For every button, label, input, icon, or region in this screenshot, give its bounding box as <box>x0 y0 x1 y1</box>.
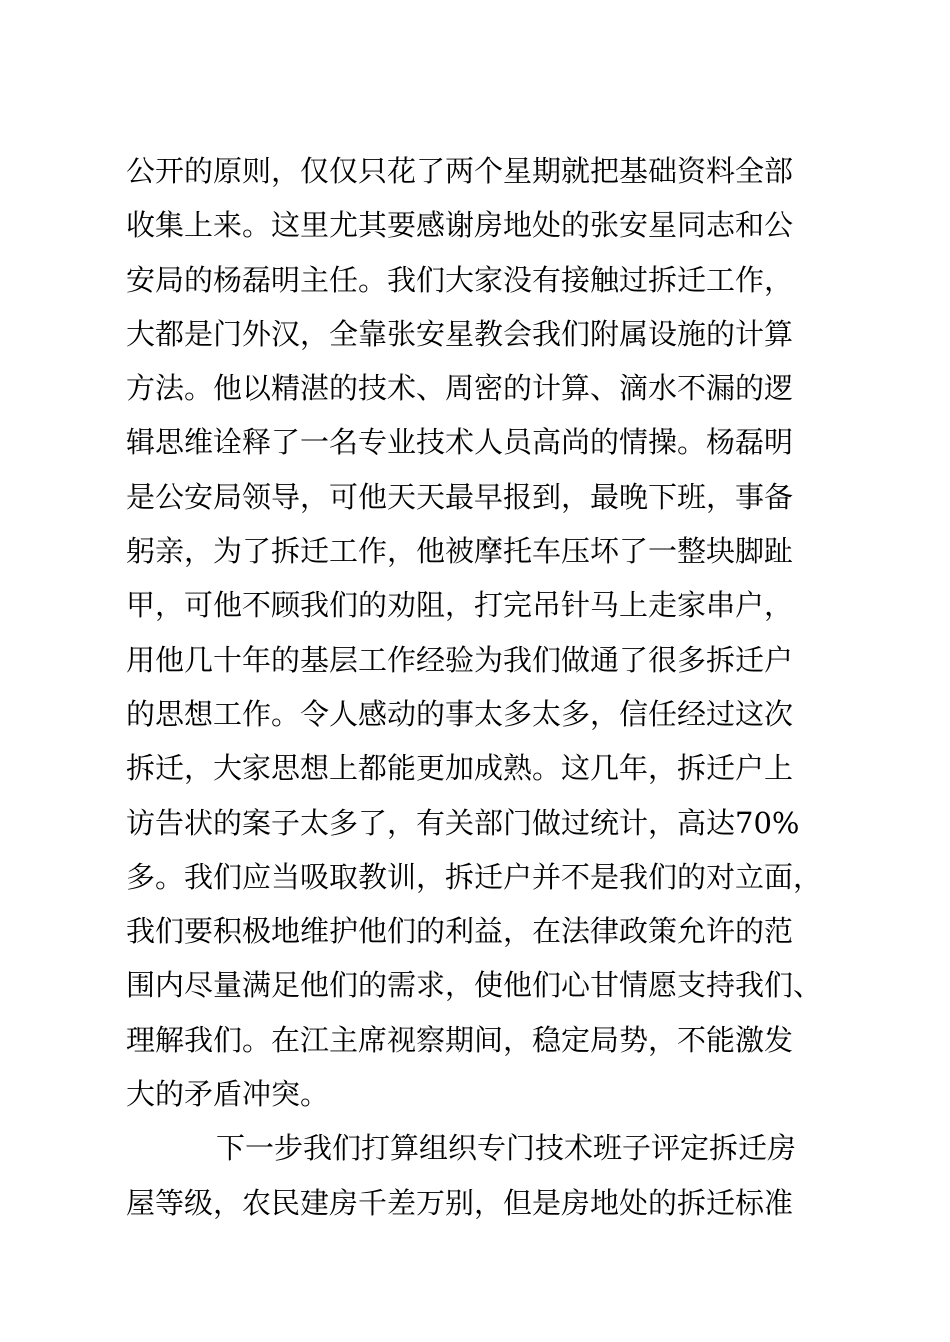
text-line: 围内尽量满足他们的需求，使他们心甘情愿支持我们、 <box>126 968 823 1003</box>
text-line: 辑思维诠释了一名专业技术人员高尚的情操。杨磊明 <box>126 425 794 460</box>
text-line: 方法。他以精湛的技术、周密的计算、滴水不漏的逻 <box>126 371 794 406</box>
text-line: 的思想工作。令人感动的事太多太多，信任经过这次 <box>126 696 794 731</box>
body-text <box>126 144 846 1230</box>
text-line: 甲，可他不顾我们的劝阻，打完吊针马上走家串户， <box>126 588 794 623</box>
text-line: 用他几十年的基层工作经验为我们做通了很多拆迁户 <box>126 642 794 677</box>
text-line: 大的矛盾冲突。 <box>126 1077 330 1112</box>
text-line: 躬亲，为了拆迁工作，他被摩托车压坏了一整块脚趾 <box>126 534 794 569</box>
text-line: 我们要积极地维护他们的利益，在法律政策允许的范 <box>126 914 794 949</box>
text-line: 收集上来。这里尤其要感谢房地处的张安星同志和公 <box>126 208 794 243</box>
text-line: 屋等级，农民建房千差万别，但是房地处的拆迁标准 <box>126 1185 794 1220</box>
percent-value: 70% <box>735 805 800 840</box>
text-line: 多。我们应当吸取教训，拆迁户并不是我们的对立面， <box>126 859 823 894</box>
paragraph-start-line: 下一步我们打算组织专门技术班子评定拆迁房 <box>216 1131 797 1166</box>
text-line: 大都是门外汉，全靠张安星教会我们附属设施的计算 <box>126 316 794 351</box>
text-line: 公开的原则，仅仅只花了两个星期就把基础资料全部 <box>126 154 794 188</box>
text-segment: 访告状的案子太多了，有关部门做过统计，高达 <box>126 805 736 840</box>
text-line: 是公安局领导，可他天天最早报到，最晚下班，事备 <box>126 479 794 514</box>
text-line-with-percent <box>126 796 846 850</box>
text-line: 安局的杨磊明主任。我们大家没有接触过拆迁工作， <box>126 262 794 297</box>
text-line: 理解我们。在江主席视察期间，稳定局势，不能激发 <box>126 1022 794 1057</box>
text-line: 拆迁，大家思想上都能更加成熟。这几年，拆迁户上 <box>126 751 794 786</box>
